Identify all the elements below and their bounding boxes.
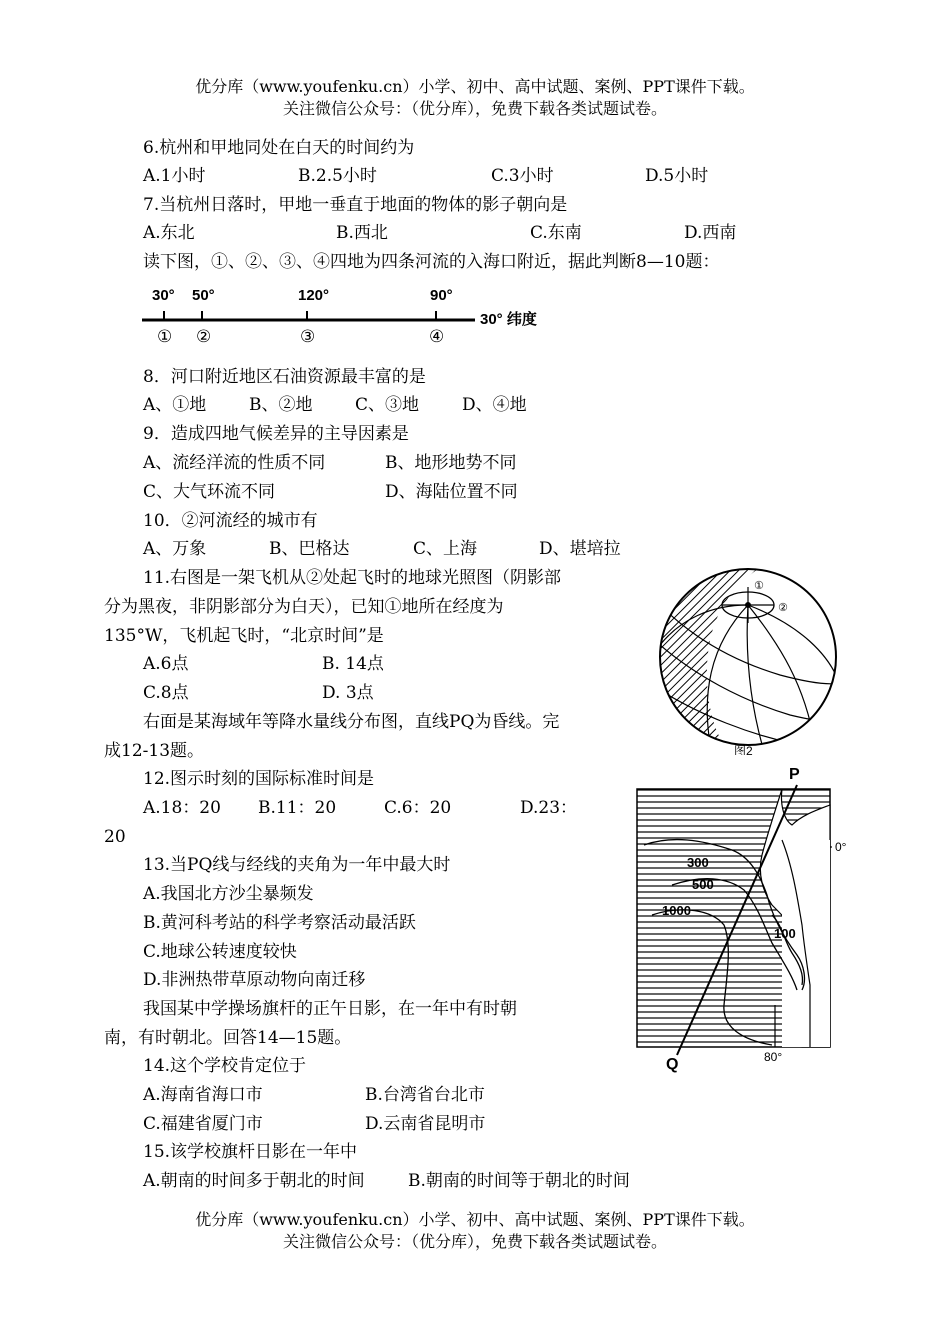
question-10-option-b: B、巴格达 (269, 539, 350, 559)
label-90: 90° (430, 287, 453, 304)
question-6-option-b: B.2.5小时 (298, 166, 377, 186)
question-7-option-c: C.东南 (530, 223, 582, 243)
question-14-option-a: A.海南省海口市 (143, 1085, 263, 1105)
question-8-stem: 8．河口附近地区石油资源最丰富的是 (143, 367, 426, 387)
question-8-option-b: B、②地 (249, 395, 313, 415)
point-3: ③ (300, 327, 316, 346)
question-14-option-b: B.台湾省台北市 (365, 1085, 485, 1105)
intro-14-15-line-2: 南，有时朝北。回答14—15题。 (104, 1028, 352, 1048)
label-q: Q (666, 1056, 679, 1073)
question-12-option-d: D.23： (520, 798, 578, 818)
question-14-option-d: D.云南省昆明市 (365, 1114, 486, 1134)
footer-line-1: 优分库（www.youfenku.cn）小学、初中、高中试题、案例、PPT课件下载。 (195, 1210, 755, 1229)
header-line-1: 优分库（www.youfenku.cn）小学、初中、高中试题、案例、PPT课件下载。 (195, 77, 755, 96)
question-11-option-b: B. 14点 (322, 654, 384, 674)
globe-label-2: ② (778, 602, 788, 614)
question-9-option-a: A、流经洋流的性质不同 (143, 453, 326, 473)
label-120: 120° (298, 287, 330, 304)
question-15-option-a: A.朝南的时间多于朝北的时间 (143, 1171, 365, 1191)
question-10-option-c: C、上海 (413, 539, 478, 559)
question-12-option-c: C.6：20 (384, 798, 452, 818)
question-10-option-a: A、万象 (143, 539, 207, 559)
question-6-option-c: C.3小时 (491, 166, 554, 186)
point-2: ② (196, 327, 212, 346)
intro-12-13-line-1: 右面是某海域年等降水量线分布图，直线PQ为昏线。完 (143, 712, 560, 732)
isoline-label-1000: 1000 (662, 903, 691, 918)
question-13-option-b: B.黄河科考站的科学考察活动最活跃 (143, 913, 416, 933)
question-12-stem: 12.图示时刻的国际标准时间是 (143, 769, 375, 789)
question-11-option-a: A.6点 (143, 654, 189, 674)
point-4: ④ (429, 327, 445, 346)
question-11-line-3: 135°W，飞机起飞时，“北京时间”是 (104, 626, 384, 646)
question-12-option-a: A.18：20 (143, 798, 221, 818)
question-8-option-d: D、④地 (462, 395, 527, 415)
point-1: ① (157, 327, 173, 346)
globe-caption: 图2 (734, 744, 753, 755)
question-10-option-d: D、堪培拉 (539, 539, 621, 559)
isoline-label-100: 100 (774, 926, 796, 941)
question-9-stem: 9．造成四地气候差异的主导因素是 (143, 424, 409, 444)
question-6-option-a: A.1小时 (143, 166, 206, 186)
question-13-option-a: A.我国北方沙尘暴频发 (143, 884, 314, 904)
question-7-option-a: A.东北 (143, 223, 195, 243)
precipitation-map (632, 765, 860, 1075)
question-12-option-d-continued: 20 (104, 827, 126, 847)
question-6-stem: 6.杭州和甲地同处在白天的时间约为 (143, 138, 415, 158)
label-0-degrees: 0° (835, 840, 847, 854)
intro-14-15-line-1: 我国某中学操场旗杆的正午日影，在一年中有时朝 (143, 999, 517, 1019)
intro-8-10: 读下图，①、②、③、④四地为四条河流的入海口附近，据此判断8—10题： (143, 252, 720, 272)
question-11-line-2: 分为黑夜，非阴影部分为白天），已知①地所在经度为 (104, 597, 504, 617)
globe-figure (650, 565, 850, 755)
latitude-diagram (140, 280, 580, 350)
globe-label-1: ① (754, 580, 764, 592)
label-80-degrees: 80° (764, 1050, 783, 1064)
question-14-option-c: C.福建省厦门市 (143, 1114, 263, 1134)
footer-line-2: 关注微信公众号：（优分库），免费下载各类试题试卷。 (282, 1232, 667, 1251)
question-6-option-d: D.5小时 (645, 166, 709, 186)
label-30: 30° (152, 287, 175, 304)
question-13-option-c: C.地球公转速度较快 (143, 942, 297, 962)
header-line-2: 关注微信公众号：（优分库），免费下载各类试题试卷。 (282, 99, 667, 118)
question-15-stem: 15.该学校旗杆日影在一年中 (143, 1142, 358, 1162)
question-7-option-b: B.西北 (336, 223, 388, 243)
question-11-option-d: D. 3点 (322, 683, 374, 703)
isoline-label-500: 500 (692, 877, 714, 892)
question-9-option-b: B、地形地势不同 (385, 453, 517, 473)
question-7-option-d: D.西南 (684, 223, 737, 243)
latitude-label: 30° 纬度 (480, 311, 537, 328)
question-11-option-c: C.8点 (143, 683, 189, 703)
question-11-line-1: 11.右图是一架飞机从②处起飞时的地球光照图（阴影部 (143, 568, 562, 588)
question-9-option-c: C、大气环流不同 (143, 482, 276, 502)
isoline-label-300: 300 (687, 855, 709, 870)
question-12-option-b: B.11：20 (258, 798, 337, 818)
intro-12-13-line-2: 成12-13题。 (104, 741, 205, 761)
question-15-option-b: B.朝南的时间等于朝北的时间 (408, 1171, 630, 1191)
label-50: 50° (192, 287, 215, 304)
question-8-option-a: A、①地 (143, 395, 207, 415)
question-7-stem: 7.当杭州日落时，甲地一垂直于地面的物体的影子朝向是 (143, 195, 568, 215)
question-9-option-d: D、海陆位置不同 (385, 482, 518, 502)
question-13-option-d: D.非洲热带草原动物向南迁移 (143, 970, 366, 990)
question-8-option-c: C、③地 (355, 395, 420, 415)
question-13-stem: 13.当PQ线与经线的夹角为一年中最大时 (143, 855, 451, 875)
label-p: P (789, 766, 800, 783)
north-pole (745, 602, 751, 608)
question-10-stem: 10．②河流经的城市有 (143, 511, 318, 531)
question-14-stem: 14.这个学校肯定位于 (143, 1056, 307, 1076)
